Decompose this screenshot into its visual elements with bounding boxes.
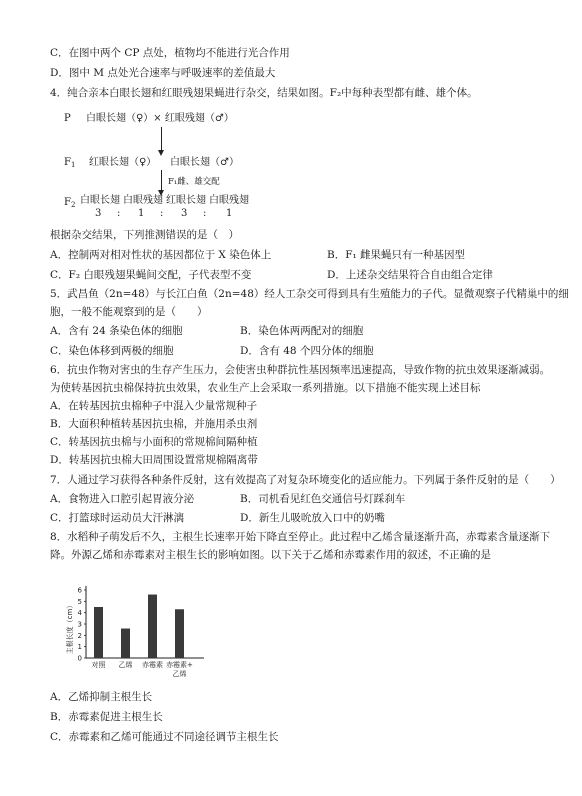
f2-phenotype-4: 白眼残翅 (209, 195, 249, 206)
q4-option-a: A．控制两对相对性状的基因都位于 X 染色体上 (50, 249, 272, 261)
x-category-label: 赤霉素 (142, 661, 163, 669)
f1-to-f2-arrow (161, 170, 162, 192)
q5-option-b: B．染色体两两配对的细胞 (240, 325, 364, 337)
q6-option-d: D．转基因抗虫棉大田周围设置常规棉隔离带 (50, 454, 258, 466)
q5-stem-line2: 胞，一般不能观察到的是（ ） (50, 306, 208, 318)
q3-option-d: D．图中 M 点处光合速率与呼吸速率的差值最大 (50, 67, 276, 79)
f2-phenotype-3: 红眼长翅 (166, 195, 206, 206)
y-axis-label: 主根长度（cm） (66, 601, 74, 655)
chart-axes (86, 586, 204, 658)
y-tick-label: 3 (77, 620, 82, 629)
p-to-f1-arrow (161, 127, 162, 151)
x-category-label: 赤霉素+ (166, 661, 193, 669)
p-generation-cross: 白眼长翅（♀）× 红眼残翅（♂） (86, 113, 234, 124)
bar-4 (175, 609, 184, 658)
y-tick-label: 5 (77, 597, 82, 606)
q8-stem-line2: 降。外源乙烯和赤霉素对主根生长的影响如图。以下关于乙烯和赤霉素作用的叙述，不正确的是 (50, 549, 491, 561)
x-category-label: 乙烯 (172, 670, 187, 678)
y-tick-labels (78, 587, 86, 663)
f1-female: 红眼长翅（♀） (89, 157, 157, 168)
x-category-label: 乙烯 (118, 661, 133, 669)
q4-prompt: 根据杂交结果，下列推测错误的是（ ） (50, 229, 239, 241)
q6-stem-line2: 为使转基因抗虫棉保持抗虫效果，农业生产上会采取一系列措施。以下措施不能实现上述目标 (50, 382, 481, 394)
q3-option-c: C．在图中两个 CP 点处，植物均不能进行光合作用 (50, 47, 290, 59)
f1-male: 白眼长翅（♂） (170, 157, 239, 168)
f1-generation-label: $F_1$ (64, 157, 76, 169)
q7-option-c: C．打篮球时运动员大汗淋漓 (50, 512, 185, 524)
f2-ratio-4: 1 (226, 208, 233, 219)
q7-option-d: D．新生儿吸吮放入口中的奶嘴 (240, 512, 385, 524)
p-generation-label: P (64, 113, 71, 124)
q6-option-a: A．在转基因抗虫棉种子中混入少量常规种子 (50, 400, 258, 412)
f1-mating-note: F₁雌、雄交配 (168, 177, 220, 187)
chart-bars (94, 595, 184, 658)
ratio-separator-2: : (160, 208, 164, 219)
f2-phenotype-2: 白眼残翅 (123, 195, 163, 206)
f2-phenotype-1: 白眼长翅 (80, 195, 120, 206)
y-tick-label: 4 (77, 609, 82, 618)
q5-option-d: D．含有 48 个四分体的细胞 (240, 345, 374, 357)
ratio-separator-1: : (117, 208, 121, 219)
q8-option-c: C．赤霉素和乙烯可能通过不同途径调节主根生长 (50, 731, 279, 743)
q8-option-b: B．赤霉素促进主根生长 (50, 711, 163, 723)
ratio-separator-3: : (203, 208, 207, 219)
f2-ratio-3: 3 (181, 208, 188, 219)
q7-option-b: B．司机看见红色交通信号灯踩刹车 (240, 493, 406, 505)
y-tick-label: 0 (77, 654, 82, 663)
x-category-labels (92, 660, 194, 678)
q7-option-a: A．食物进入口腔引起胃液分泌 (50, 493, 195, 505)
q7-stem: 7．人通过学习获得各种条件反射，这有效提高了对复杂环境变化的适应能力。下列属于条件反射的是（ ） (50, 474, 561, 486)
q6-option-b: B．大面积种植转基因抗虫棉，并施用杀虫剂 (50, 418, 258, 430)
q6-stem-line1: 6．抗虫作物对害虫的生存产生压力，会使害虫种群抗性基因频率迅速提高，导致作物的抗虫效果逐渐减弱。 (50, 364, 551, 376)
q4-stem: 4．纯合亲本白眼长翅和红眼残翅果蝇进行杂交，结果如图。F₂中每种表型都有雌、雄个体。 (50, 87, 478, 99)
root-length-bar-chart (60, 572, 210, 684)
y-tick-label: 2 (77, 631, 82, 640)
y-tick-label: 1 (77, 643, 82, 652)
q5-stem-line1: 5．武昌鱼（2n=48）与长江白鱼（2n=48）经人工杂交可得到具有生殖能力的子代。显微观察子代精巢中的细 (50, 288, 569, 300)
q4-option-c: C．F₂ 白眼残翅果蝇间交配，子代表型不变 (50, 269, 252, 281)
x-category-label: 对照 (91, 661, 106, 669)
f2-generation-label: $F_2$ (64, 197, 76, 209)
q5-option-c: C．染色体移到两极的细胞 (50, 345, 174, 357)
f2-ratio-2: 1 (138, 208, 145, 219)
q4-option-b: B．F₁ 雌果蝇只有一种基因型 (327, 249, 466, 261)
f2-ratio-1: 3 (95, 208, 102, 219)
q8-option-a: A．乙烯抑制主根生长 (50, 691, 153, 703)
q4-option-d: D．上述杂交结果符合自由组合定律 (327, 269, 493, 281)
bar-3 (148, 595, 157, 658)
q8-stem-line1: 8．水稻种子萌发后不久，主根生长速率开始下降直至停止。此过程中乙烯含量逐渐升高，赤霉素含量逐渐下 (50, 531, 551, 543)
y-tick-label: 6 (77, 586, 82, 595)
q5-option-a: A．含有 24 条染色体的细胞 (50, 325, 183, 337)
bar-2 (121, 629, 130, 658)
q6-option-c: C．转基因抗虫棉与小面积的常规棉间隔种植 (50, 436, 258, 448)
p-to-f1-arrowhead (158, 150, 164, 156)
bar-1 (94, 607, 103, 658)
